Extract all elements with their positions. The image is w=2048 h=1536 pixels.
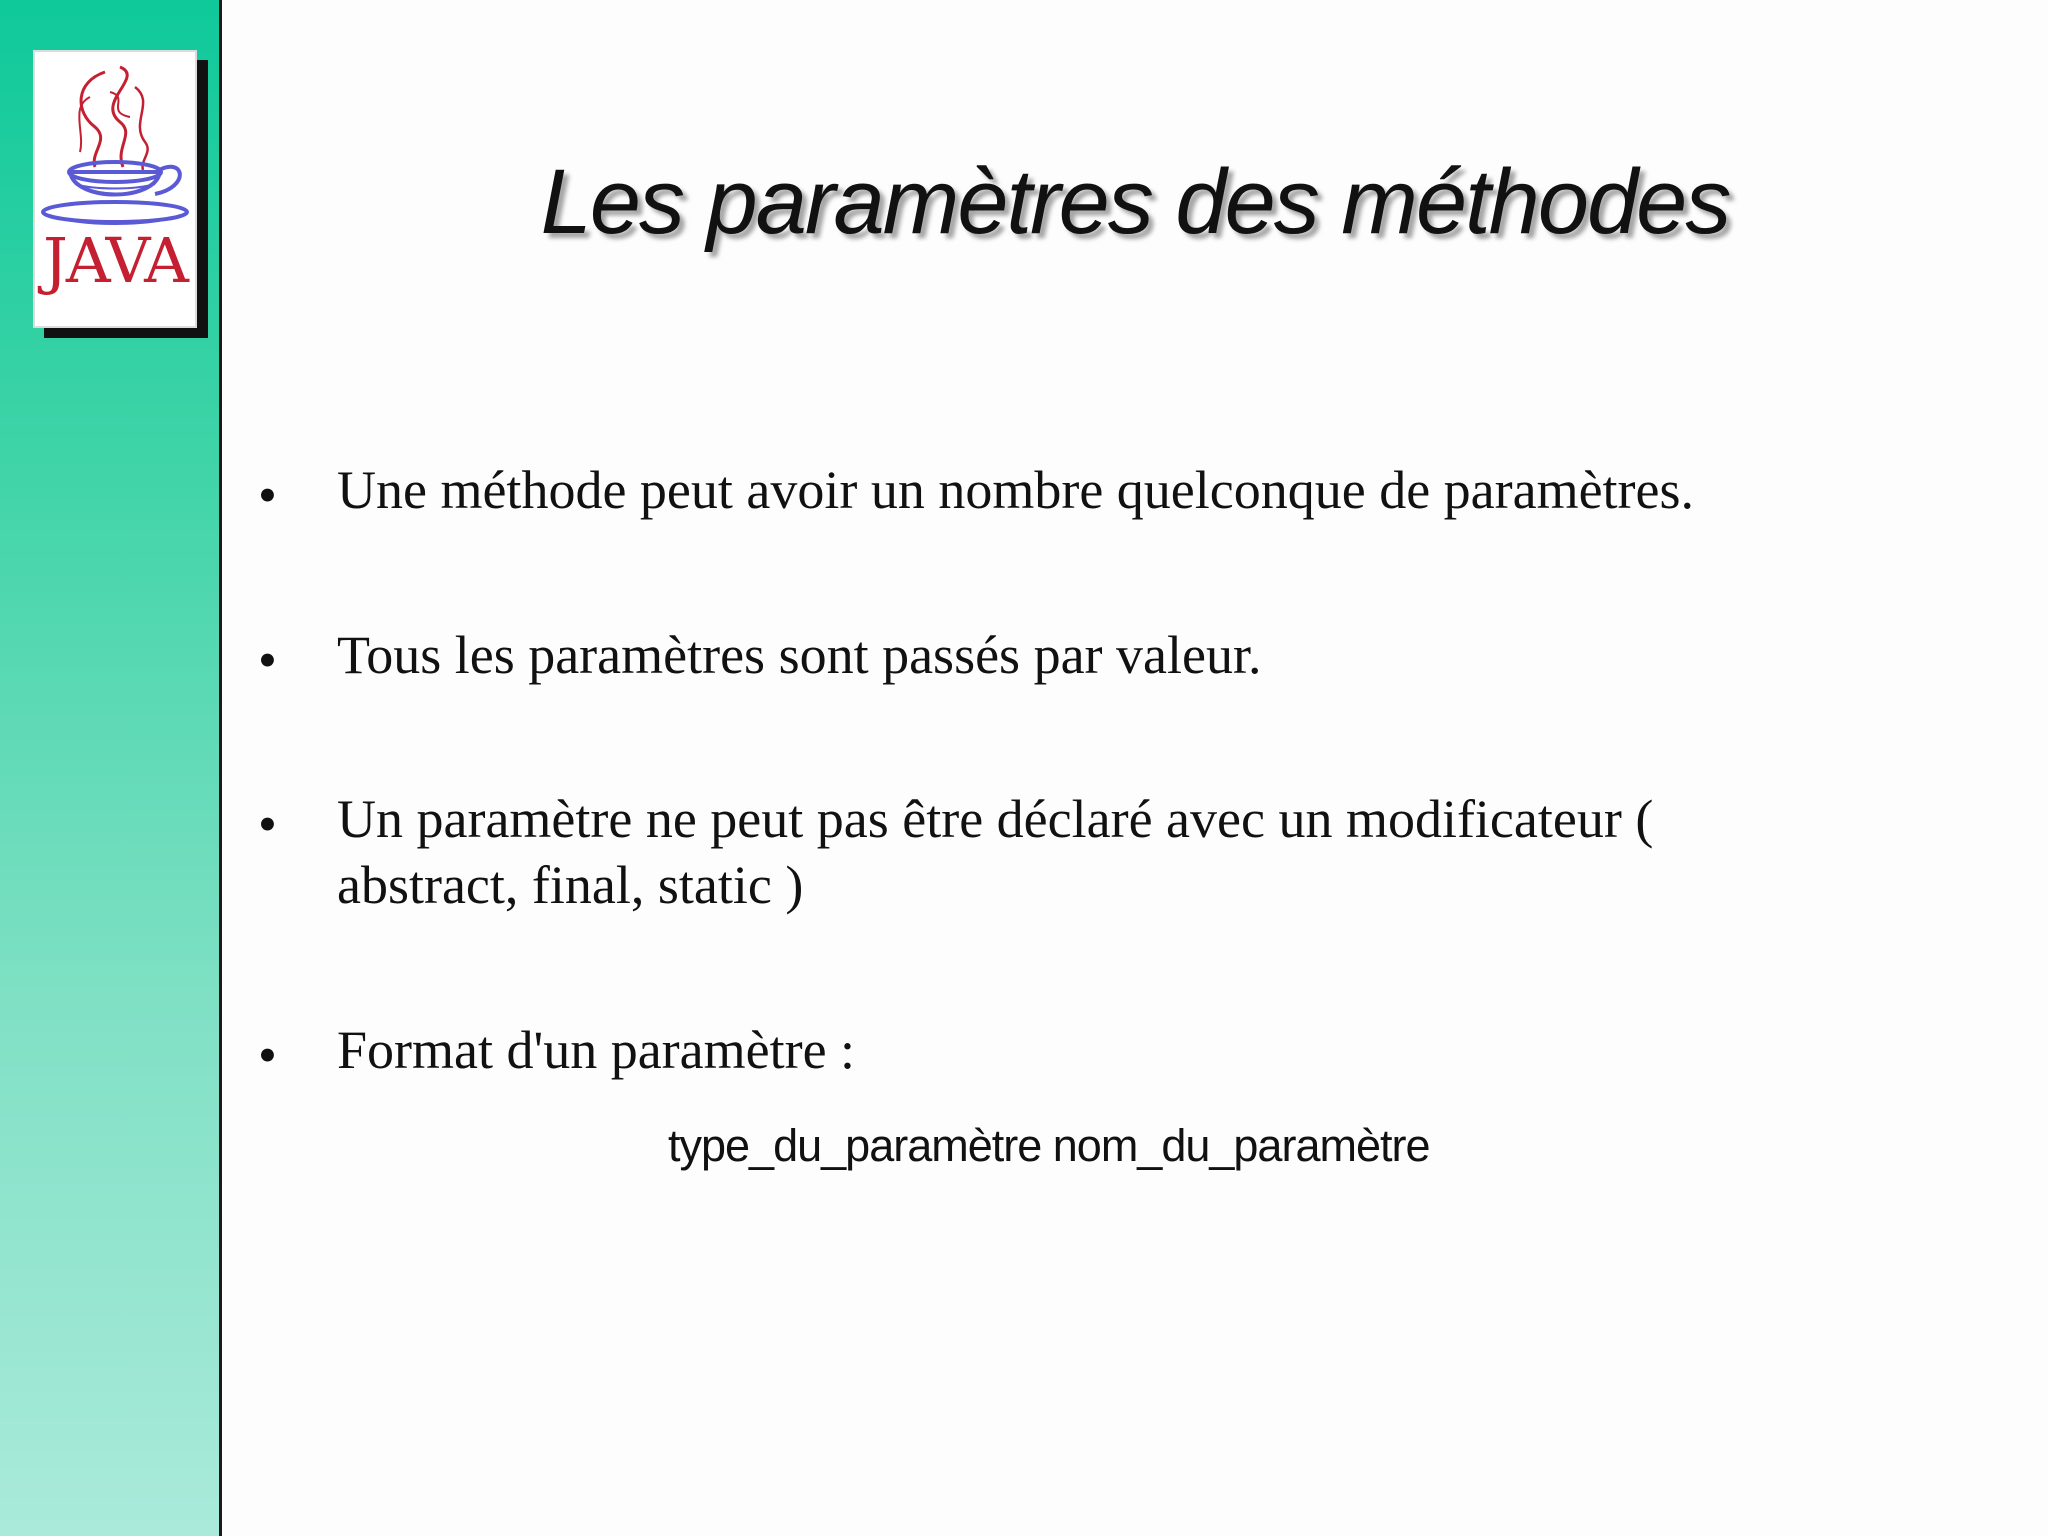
bullet-item-2: Tous les paramètres sont passés par valeur. (337, 625, 1262, 685)
bullet-item-3: Un paramètre ne peut pas être déclaré avec un modificateur ( abstract, final, static ) (337, 789, 1654, 915)
parameter-format-example: type_du_paramètre nom_du_paramètre (668, 1120, 1430, 1171)
bullet-marker: • (258, 794, 277, 854)
bullet-marker: • (258, 465, 277, 525)
bullet-item-4: Format d'un paramètre : (337, 1020, 856, 1080)
bullet-item-1: Une méthode peut avoir un nombre quelconque de paramètres. (337, 460, 1695, 520)
bullet-marker: • (258, 630, 277, 690)
slide-title: Les paramètres des méthodes (540, 151, 1730, 253)
java-logo-text: JAVA (43, 224, 187, 297)
bullet-marker: • (258, 1025, 277, 1085)
